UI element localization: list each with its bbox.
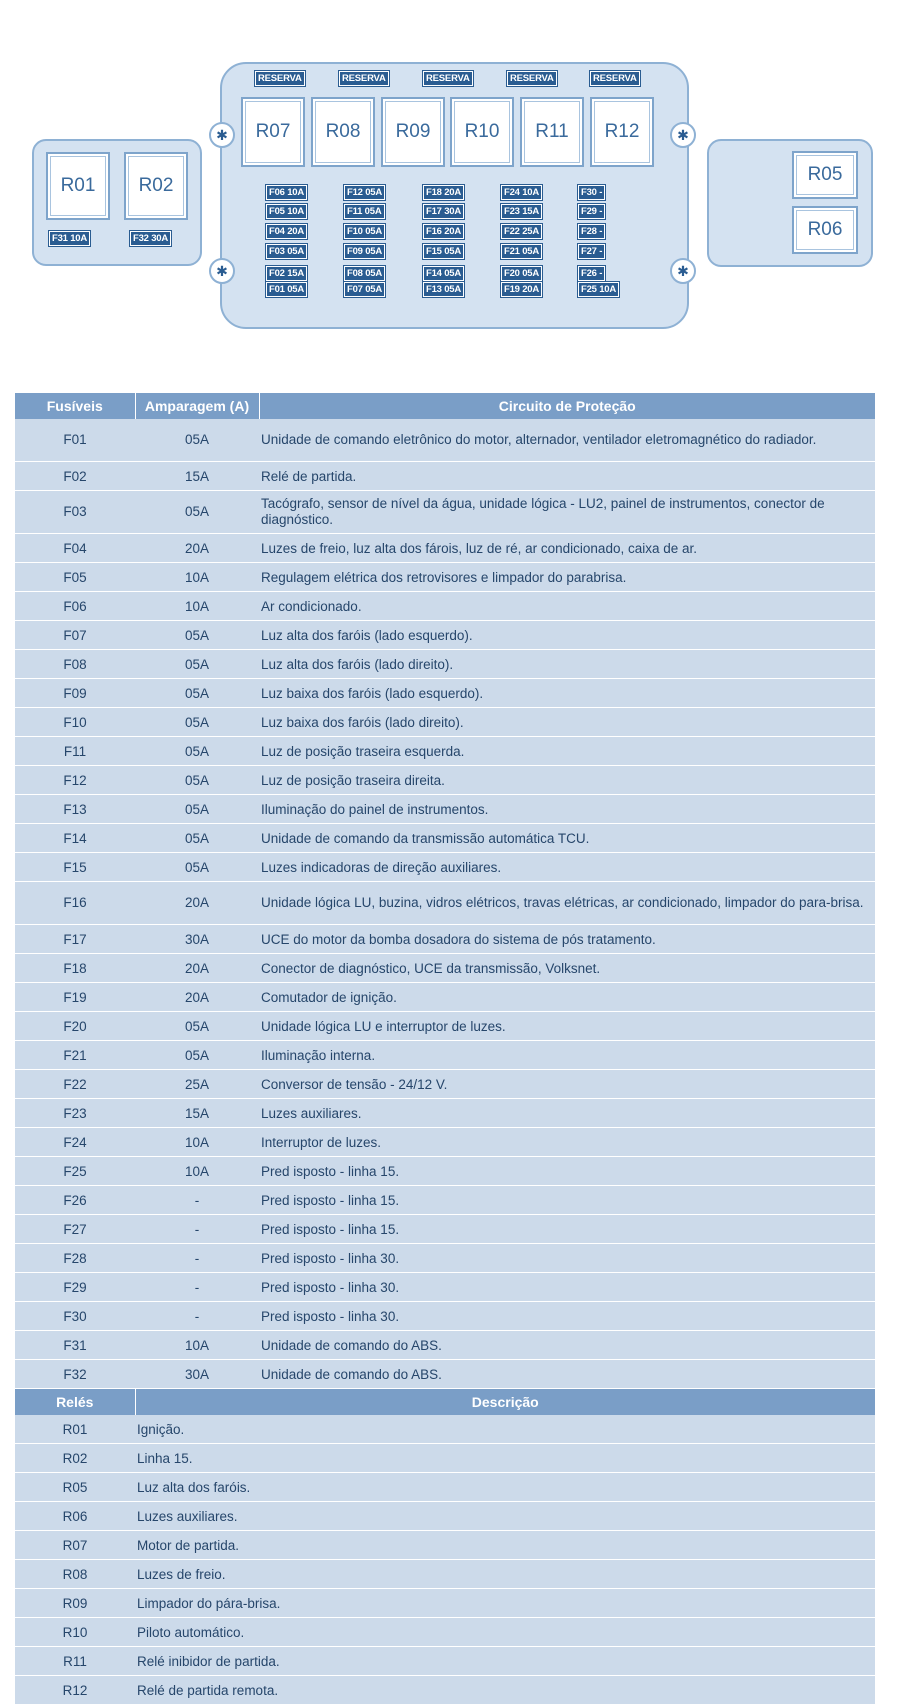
fuse-id: F20 <box>15 1012 135 1041</box>
fuse-id: F18 <box>15 954 135 983</box>
table-row <box>15 824 875 853</box>
circuit: Luzes indicadoras de direção auxiliares. <box>259 853 875 882</box>
fuse-id: F30 <box>15 1302 135 1331</box>
header-circuit: Circuito de Proteção <box>259 393 875 419</box>
header-amperage: Amparagem (A) <box>135 393 259 419</box>
table-row <box>15 462 875 491</box>
table-row <box>15 882 875 925</box>
fuse-table-header <box>15 393 875 419</box>
fuse-id: F03 <box>15 491 135 534</box>
relay-id: R10 <box>15 1618 135 1647</box>
fuse-id: F12 <box>15 766 135 795</box>
fuse-id: F22 <box>15 1070 135 1099</box>
screw-icon: ✱ <box>670 122 696 148</box>
table-row <box>15 1473 875 1502</box>
fuse-label: F16 20A <box>423 224 464 239</box>
table-row <box>15 534 875 563</box>
circuit: Tacógrafo, sensor de nível da água, unidade lógica - LU2, painel de instrumentos, conector de diagnóstico. <box>259 491 875 534</box>
fuse-id: F29 <box>15 1273 135 1302</box>
fuse-id: F25 <box>15 1157 135 1186</box>
fuse-id: F02 <box>15 462 135 491</box>
amperage: - <box>135 1244 259 1273</box>
table-row <box>15 563 875 592</box>
relay-description: Relé de partida remota. <box>135 1676 875 1705</box>
table-row <box>15 1157 875 1186</box>
reserve-label: RESERVA <box>507 71 557 86</box>
fuse-id: F16 <box>15 882 135 925</box>
fuse-f31: F31 10A <box>49 231 90 246</box>
relay-r11: R11 <box>520 97 584 167</box>
amperage: 05A <box>135 708 259 737</box>
relay-id: R11 <box>15 1647 135 1676</box>
table-row <box>15 1502 875 1531</box>
fuse-f32: F32 30A <box>130 231 171 246</box>
circuit: UCE do motor da bomba dosadora do sistema de pós tratamento. <box>259 925 875 954</box>
table-row <box>15 1302 875 1331</box>
circuit: Pred isposto - linha 30. <box>259 1273 875 1302</box>
header-description: Descrição <box>135 1389 875 1416</box>
fuse-id: F21 <box>15 1041 135 1070</box>
relay-r07: R07 <box>241 97 305 167</box>
table-row <box>15 795 875 824</box>
table-row <box>15 954 875 983</box>
amperage: 25A <box>135 1070 259 1099</box>
fuse-label: F21 05A <box>501 244 542 259</box>
table-row <box>15 1070 875 1099</box>
amperage: 05A <box>135 679 259 708</box>
circuit: Unidade de comando eletrônico do motor, alternador, ventilador eletromagnético do radiador. <box>259 419 875 462</box>
amperage: 05A <box>135 737 259 766</box>
screw-icon: ✱ <box>209 258 235 284</box>
relay-description: Luz alta dos faróis. <box>135 1473 875 1502</box>
reserve-label: RESERVA <box>590 71 640 86</box>
table-row <box>15 1128 875 1157</box>
amperage: 05A <box>135 1012 259 1041</box>
amperage: 05A <box>135 766 259 795</box>
table-row <box>15 1215 875 1244</box>
table-row <box>15 1618 875 1647</box>
circuit: Iluminação interna. <box>259 1041 875 1070</box>
amperage: 20A <box>135 983 259 1012</box>
relay-description: Ignição. <box>135 1415 875 1444</box>
circuit: Luz alta dos faróis (lado direito). <box>259 650 875 679</box>
fuse-table-body <box>15 419 875 1389</box>
circuit: Unidade de comando da transmissão automática TCU. <box>259 824 875 853</box>
amperage: 05A <box>135 795 259 824</box>
table-row <box>15 419 875 462</box>
circuit: Pred isposto - linha 15. <box>259 1157 875 1186</box>
table-row <box>15 853 875 882</box>
fuse-id: F32 <box>15 1360 135 1389</box>
amperage: - <box>135 1215 259 1244</box>
fuse-label: F25 10A <box>578 282 619 297</box>
fuse-id: F17 <box>15 925 135 954</box>
table-row <box>15 1647 875 1676</box>
fuse-id: F13 <box>15 795 135 824</box>
fuse-id: F11 <box>15 737 135 766</box>
fuse-label: F18 20A <box>423 185 464 200</box>
fuse-id: F10 <box>15 708 135 737</box>
fuse-label: F04 20A <box>266 224 307 239</box>
amperage: - <box>135 1186 259 1215</box>
circuit: Interruptor de luzes. <box>259 1128 875 1157</box>
relay-description: Luzes auxiliares. <box>135 1502 875 1531</box>
relay-id: R12 <box>15 1676 135 1705</box>
amperage: 30A <box>135 925 259 954</box>
relay-r08: R08 <box>311 97 375 167</box>
amperage: 20A <box>135 882 259 925</box>
relay-description: Relé inibidor de partida. <box>135 1647 875 1676</box>
fuse-label: F29 - <box>578 204 605 219</box>
circuit: Pred isposto - linha 15. <box>259 1215 875 1244</box>
amperage: 05A <box>135 853 259 882</box>
table-row <box>15 679 875 708</box>
table-row <box>15 1186 875 1215</box>
fuse-label: F05 10A <box>266 204 307 219</box>
fuse-id: F23 <box>15 1099 135 1128</box>
fuse-label: F12 05A <box>344 185 385 200</box>
amperage: 10A <box>135 592 259 621</box>
table-row <box>15 737 875 766</box>
fuse-id: F24 <box>15 1128 135 1157</box>
table-row <box>15 1360 875 1389</box>
relay-r05: R05 <box>792 151 858 199</box>
fuse-id: F08 <box>15 650 135 679</box>
fuse-id: F09 <box>15 679 135 708</box>
circuit: Luzes de freio, luz alta dos fárois, luz de ré, ar condicionado, caixa de ar. <box>259 534 875 563</box>
amperage: 10A <box>135 1157 259 1186</box>
screw-icon: ✱ <box>209 122 235 148</box>
relay-r09: R09 <box>381 97 445 167</box>
fuse-relay-table <box>15 393 875 1705</box>
circuit: Luz alta dos faróis (lado esquerdo). <box>259 621 875 650</box>
relay-table-body <box>15 1415 875 1705</box>
circuit: Pred isposto - linha 30. <box>259 1244 875 1273</box>
relay-description: Motor de partida. <box>135 1531 875 1560</box>
table-row <box>15 1099 875 1128</box>
fuse-label: F22 25A <box>501 224 542 239</box>
fuse-id: F14 <box>15 824 135 853</box>
circuit: Unidade lógica LU, buzina, vidros elétricos, travas elétricas, ar condicionado, limpador do para-brisa. <box>259 882 875 925</box>
fuse-label: F30 - <box>578 185 605 200</box>
amperage: 30A <box>135 1360 259 1389</box>
amperage: 05A <box>135 824 259 853</box>
amperage: 10A <box>135 1331 259 1360</box>
circuit: Luz baixa dos faróis (lado direito). <box>259 708 875 737</box>
circuit: Unidade lógica LU e interruptor de luzes. <box>259 1012 875 1041</box>
circuit: Pred isposto - linha 30. <box>259 1302 875 1331</box>
table-row <box>15 1589 875 1618</box>
screw-icon: ✱ <box>670 258 696 284</box>
table-row <box>15 1444 875 1473</box>
fuse-label: F11 05A <box>344 204 385 219</box>
amperage: - <box>135 1302 259 1331</box>
circuit: Luz baixa dos faróis (lado esquerdo). <box>259 679 875 708</box>
fuse-label: F27 - <box>578 244 605 259</box>
fuse-label: F07 05A <box>344 282 385 297</box>
fuse-label: F19 20A <box>501 282 542 297</box>
circuit: Comutador de ignição. <box>259 983 875 1012</box>
fuse-label: F01 05A <box>266 282 307 297</box>
table-row <box>15 1560 875 1589</box>
reserve-label: RESERVA <box>423 71 473 86</box>
fuse-label: F09 05A <box>344 244 385 259</box>
circuit: Luz de posição traseira esquerda. <box>259 737 875 766</box>
amperage: 20A <box>135 954 259 983</box>
circuit: Iluminação do painel de instrumentos. <box>259 795 875 824</box>
relay-id: R01 <box>15 1415 135 1444</box>
fuse-id: F15 <box>15 853 135 882</box>
table-row <box>15 650 875 679</box>
circuit: Conversor de tensão - 24/12 V. <box>259 1070 875 1099</box>
fuse-label: F13 05A <box>423 282 464 297</box>
table-row <box>15 925 875 954</box>
table-row <box>15 983 875 1012</box>
relay-description: Piloto automático. <box>135 1618 875 1647</box>
fuse-label: F15 05A <box>423 244 464 259</box>
table-row <box>15 766 875 795</box>
fuse-id: F06 <box>15 592 135 621</box>
fuse-id: F05 <box>15 563 135 592</box>
amperage: 20A <box>135 534 259 563</box>
circuit: Unidade de comando do ABS. <box>259 1360 875 1389</box>
table-row <box>15 1041 875 1070</box>
relay-table-header <box>15 1389 875 1416</box>
fuse-label: F10 05A <box>344 224 385 239</box>
table-row <box>15 1331 875 1360</box>
fuse-label: F23 15A <box>501 204 542 219</box>
relay-id: R09 <box>15 1589 135 1618</box>
reserve-label: RESERVA <box>339 71 389 86</box>
relay-r02: R02 <box>124 152 188 220</box>
fuse-id: F28 <box>15 1244 135 1273</box>
fuse-id: F01 <box>15 419 135 462</box>
fuse-label: F17 30A <box>423 204 464 219</box>
fuse-label: F08 05A <box>344 266 385 281</box>
amperage: 10A <box>135 563 259 592</box>
amperage: 05A <box>135 621 259 650</box>
relay-id: R02 <box>15 1444 135 1473</box>
header-relays: Relés <box>15 1389 135 1416</box>
relay-r06: R06 <box>792 206 858 254</box>
fuse-label: F20 05A <box>501 266 542 281</box>
circuit: Luzes auxiliares. <box>259 1099 875 1128</box>
fuse-id: F27 <box>15 1215 135 1244</box>
relay-description: Limpador do pára-brisa. <box>135 1589 875 1618</box>
circuit: Pred isposto - linha 15. <box>259 1186 875 1215</box>
relay-r01: R01 <box>46 152 110 220</box>
header-fuses: Fusíveis <box>15 393 135 419</box>
relay-id: R06 <box>15 1502 135 1531</box>
fuse-id: F31 <box>15 1331 135 1360</box>
amperage: 05A <box>135 650 259 679</box>
amperage: 15A <box>135 1099 259 1128</box>
relay-id: R05 <box>15 1473 135 1502</box>
fuse-box-diagram <box>0 0 900 360</box>
fuse-label: F26 - <box>578 266 605 281</box>
relay-r10: R10 <box>450 97 514 167</box>
table-row <box>15 708 875 737</box>
fuse-id: F26 <box>15 1186 135 1215</box>
reserve-label: RESERVA <box>255 71 305 86</box>
amperage: - <box>135 1273 259 1302</box>
fuse-id: F04 <box>15 534 135 563</box>
relay-r12: R12 <box>590 97 654 167</box>
table-row <box>15 592 875 621</box>
circuit: Relé de partida. <box>259 462 875 491</box>
circuit: Luz de posição traseira direita. <box>259 766 875 795</box>
relay-description: Linha 15. <box>135 1444 875 1473</box>
fuse-label: F06 10A <box>266 185 307 200</box>
relay-description: Luzes de freio. <box>135 1560 875 1589</box>
fuse-id: F07 <box>15 621 135 650</box>
table-row <box>15 1415 875 1444</box>
relay-id: R08 <box>15 1560 135 1589</box>
relay-id: R07 <box>15 1531 135 1560</box>
table-row <box>15 1012 875 1041</box>
table-row <box>15 621 875 650</box>
fuse-label: F14 05A <box>423 266 464 281</box>
fuse-label: F24 10A <box>501 185 542 200</box>
circuit: Conector de diagnóstico, UCE da transmissão, Volksnet. <box>259 954 875 983</box>
circuit: Ar condicionado. <box>259 592 875 621</box>
amperage: 05A <box>135 1041 259 1070</box>
amperage: 05A <box>135 419 259 462</box>
fuse-label: F02 15A <box>266 266 307 281</box>
table-row <box>15 1531 875 1560</box>
fuse-label: F28 - <box>578 224 605 239</box>
table-row <box>15 1244 875 1273</box>
fuse-id: F19 <box>15 983 135 1012</box>
fuse-label: F03 05A <box>266 244 307 259</box>
amperage: 15A <box>135 462 259 491</box>
amperage: 05A <box>135 491 259 534</box>
circuit: Unidade de comando do ABS. <box>259 1331 875 1360</box>
table-row <box>15 1273 875 1302</box>
table-row <box>15 491 875 534</box>
circuit: Regulagem elétrica dos retrovisores e limpador do parabrisa. <box>259 563 875 592</box>
amperage: 10A <box>135 1128 259 1157</box>
